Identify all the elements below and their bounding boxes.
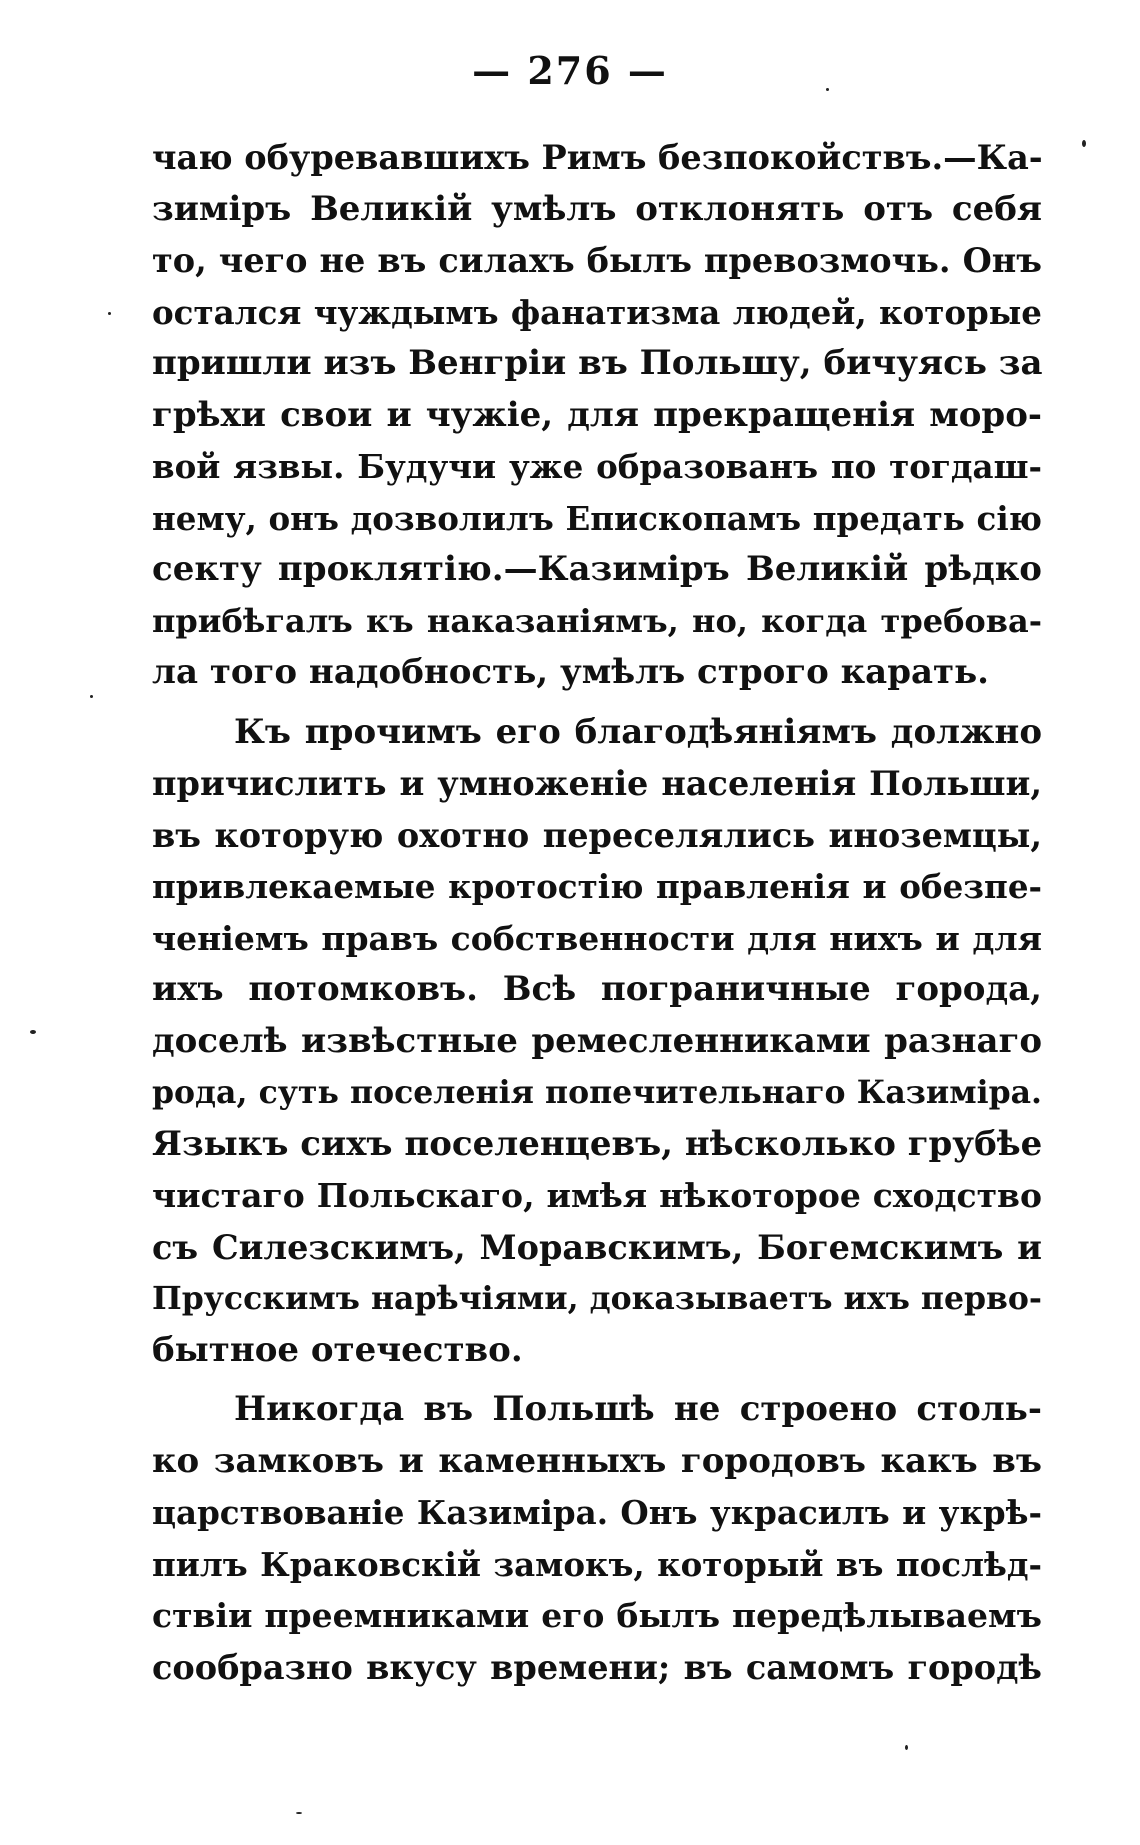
text-line: рода, суть поселенія попечительнаго Казиміра. — [152, 1074, 1042, 1111]
paragraph-1 — [152, 132, 1042, 699]
text-line: прибѣгалъ къ наказаніямъ, но, когда требова- — [152, 601, 1042, 640]
scan-speck — [1082, 140, 1086, 147]
body-text — [152, 132, 1042, 1693]
text-line: Никогда въ Польшѣ не строено столь- — [234, 1389, 1042, 1429]
text-line: грѣхи свои и чужіе, для прекращенія моро- — [152, 394, 1042, 435]
text-line: чистаго Польскаго, имѣя нѣкоторое сходство — [152, 1176, 1042, 1215]
text-line: Прусскимъ нарѣчіями, доказываетъ ихъ перво- — [152, 1280, 1042, 1317]
text-line: Языкъ сихъ поселенцевъ, нѣсколько грубѣе — [152, 1123, 1043, 1164]
text-line: сообразно вкусу времени; въ самомъ городѣ — [152, 1647, 1042, 1687]
text-line: доселѣ извѣстные ремесленниками разнаго — [152, 1020, 1042, 1061]
text-line: то, чего не въ силахъ былъ превозмочь. Онъ — [152, 241, 1042, 280]
text-line: чаю обуревавшихъ Римъ безпокойствъ.—Ка- — [152, 138, 1043, 177]
scan-speck — [826, 88, 829, 91]
text-line: пришли изъ Венгріи въ Польшу, бичуясь за — [152, 343, 1043, 383]
scan-speck — [30, 1030, 36, 1034]
text-line: царствованіе Казиміра. Онъ украсилъ и укрѣ- — [152, 1493, 1042, 1532]
paragraph-3 — [152, 1384, 1042, 1693]
text-line: нему, онъ дозволилъ Епископамъ предать сію — [152, 498, 1042, 538]
text-line: вой язвы. Будучи уже образованъ по тогдаш- — [152, 447, 1042, 486]
text-line: ченіемъ правъ собственности для нихъ и для — [152, 918, 1042, 958]
text-line: ла того надобность, умѣлъ строго карать. — [152, 652, 989, 692]
text-line: въ которую охотно переселялись иноземцы, — [152, 815, 1042, 855]
scan-speck — [905, 1745, 908, 1750]
scan-speck — [296, 1812, 302, 1814]
scan-speck — [90, 695, 93, 698]
text-line: зиміръ Великій умѣлъ отклонять отъ себя — [152, 188, 1042, 229]
text-line: Къ прочимъ его благодѣяніямъ должно — [234, 711, 1042, 752]
paragraph-2 — [152, 707, 1042, 1377]
text-line: привлекаемые кротостію правленія и обезпе- — [152, 867, 1042, 906]
text-line: секту проклятію.—Казиміръ Великій рѣдко — [152, 549, 1042, 589]
text-line: ихъ потомковъ. Всѣ пограничные города, — [152, 969, 1042, 1009]
text-line: остался чуждымъ фанатизма людей, которые — [152, 292, 1042, 332]
text-line: съ Силезскимъ, Моравскимъ, Богемскимъ и — [152, 1227, 1042, 1267]
text-line: причислить и умноженіе населенія Польши, — [152, 764, 1042, 803]
text-line: бытное отечество. — [152, 1329, 523, 1370]
text-line: ствіи преемниками его былъ передѣлываемъ — [152, 1596, 1042, 1635]
page-number: — 276 — — [472, 48, 668, 93]
scan-speck — [108, 312, 111, 315]
text-line: ко замковъ и каменныхъ городовъ какъ въ — [152, 1440, 1042, 1481]
text-line: пилъ Краковскій замокъ, который въ послѣд- — [152, 1544, 1042, 1584]
